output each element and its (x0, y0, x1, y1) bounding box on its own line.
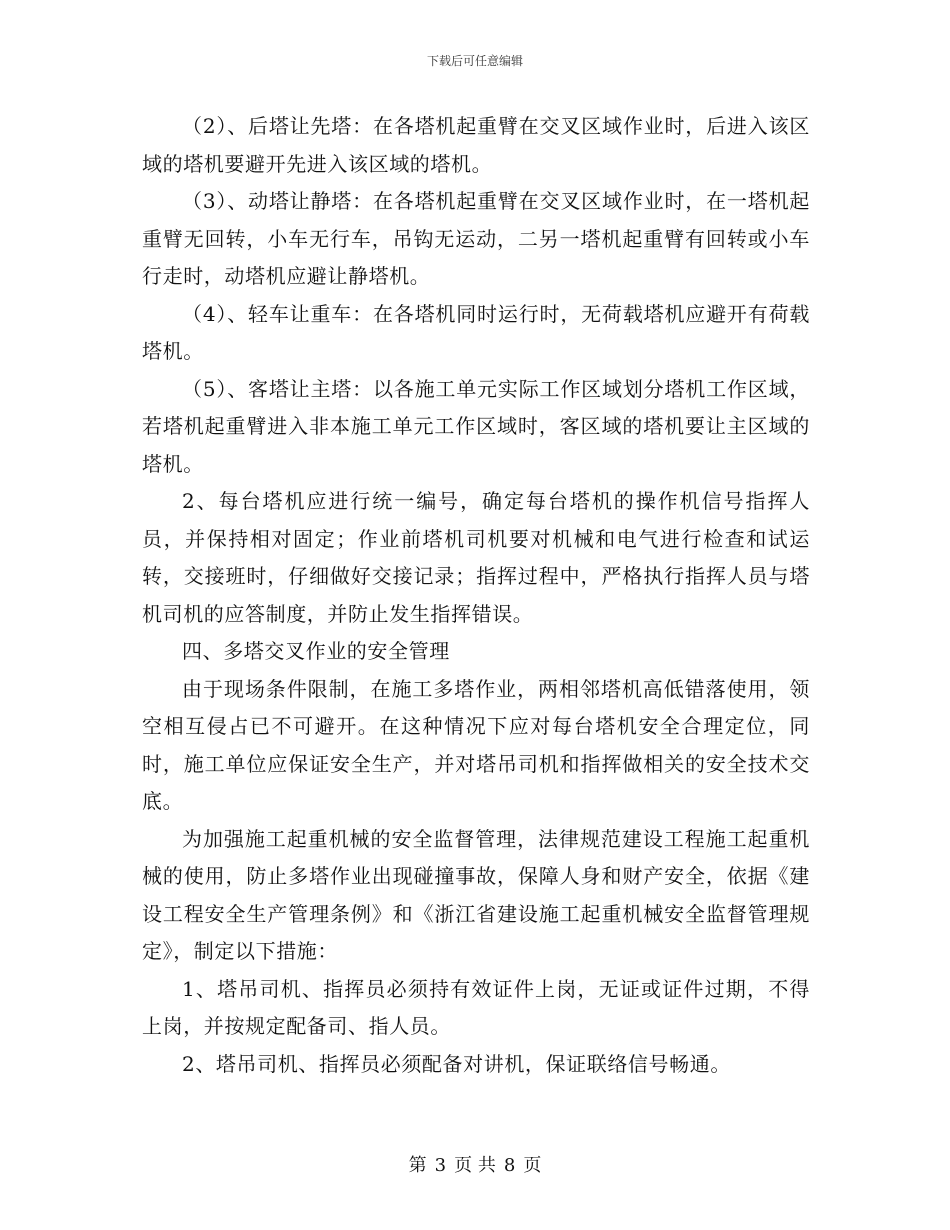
footer-total-pages: 8 (503, 1155, 516, 1176)
footer-suffix: 页 (523, 1155, 542, 1176)
paragraph-measure-1: 1、塔吊司机、指挥员必须持有效证件上岗，无证或证件过期，不得上岗，并按规定配备司、指人员。 (142, 976, 810, 1038)
page-footer (0, 1155, 950, 1177)
paragraph-measure-2: 2、塔吊司机、指挥员必须配备对讲机，保证联络信号畅通。 (182, 1051, 731, 1076)
footer-middle: 页 共 (454, 1155, 496, 1176)
footer-page-number: 3 (434, 1155, 447, 1176)
footer-prefix: 第 (408, 1155, 427, 1176)
paragraph-rule-4: （4）、轻车让重车：在各塔机同时运行时，无荷载塔机应避开有荷载塔机。 (142, 301, 810, 363)
page-header: 下载后可任意编辑 (426, 54, 523, 68)
paragraph-rule-3: （3）、动塔让静塔：在各塔机起重臂在交叉区域作业时，在一塔机起重臂无回转，小车无行车，吊钩无运动，二另一塔机起重臂有回转或小车行走时，动塔机应避让静塔机。 (142, 189, 810, 288)
section-heading: 四、多塔交叉作业的安全管理 (182, 639, 450, 663)
document-body (142, 108, 810, 1083)
paragraph-item-2: 2、每台塔机应进行统一编号，确定每台塔机的操作机信号指挥人员，并保持相对固定；作业前塔机司机要对机械和电气进行检查和试运转，交接班时，仔细做好交接记录；指挥过程中，严格执行指挥人员与塔机司机的应答制度，并防止发生指挥错误。 (142, 489, 810, 626)
paragraph-site-conditions: 由于现场条件限制，在施工多塔作业，两相邻塔机高低错落使用，领空相互侵占已不可避开。在这种情况下应对每台塔机安全合理定位，同时，施工单位应保证安全生产，并对塔吊司机和指挥做相关的安全技术交底。 (142, 676, 810, 813)
paragraph-regulations: 为加强施工起重机械的安全监督管理，法律规范建设工程施工起重机械的使用，防止多塔作业出现碰撞事故，保障人身和财产安全，依据《建设工程安全生产管理条例》和《浙江省建设施工起重机械安全监督管理规定》，制定以下措施： (142, 826, 810, 963)
paragraph-rule-5: （5）、客塔让主塔：以各施工单元实际工作区域划分塔机工作区域，若塔机起重臂进入非本施工单元工作区域时，客区域的塔机要让主区域的塔机。 (142, 376, 810, 476)
paragraph-rule-2: （2）、后塔让先塔：在各塔机起重臂在交叉区域作业时，后进入该区域的塔机要避开先进入该区域的塔机。 (142, 114, 810, 176)
